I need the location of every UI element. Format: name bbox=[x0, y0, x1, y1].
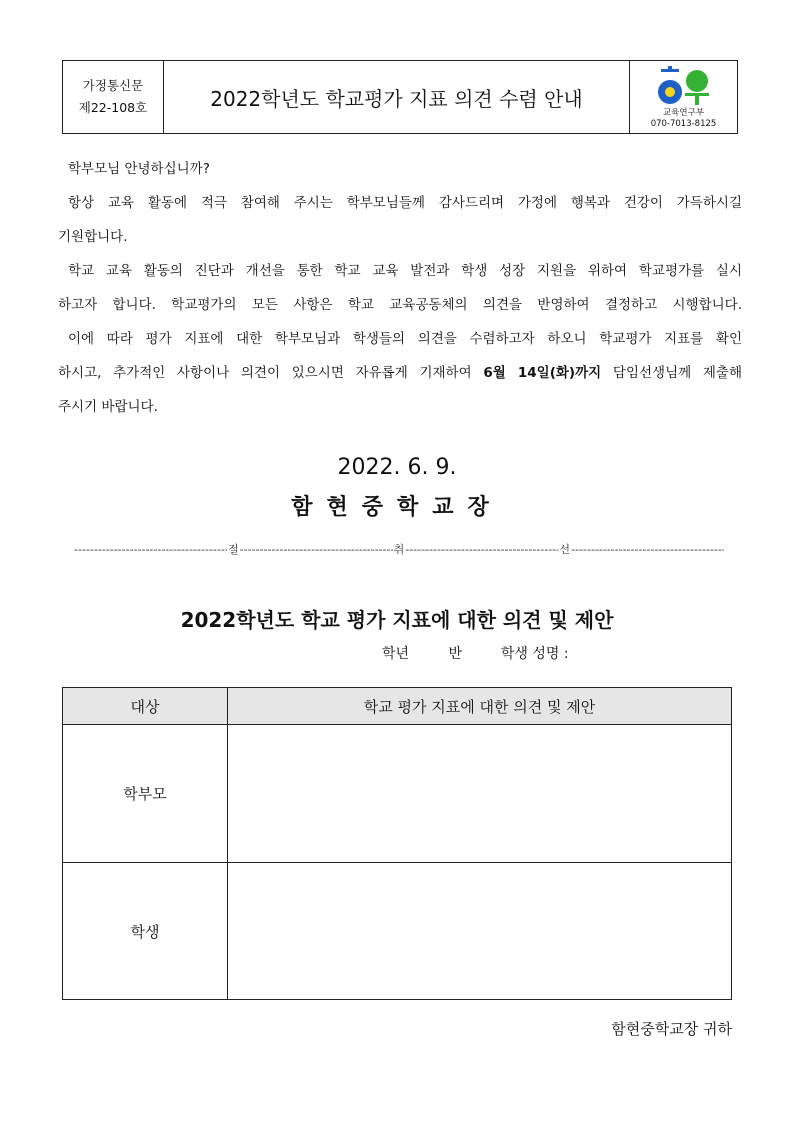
class-label: 반 bbox=[448, 646, 462, 662]
cut-word-2: 취 bbox=[393, 543, 405, 556]
grade-field[interactable] bbox=[382, 643, 444, 663]
recipient: 함현중학교장 귀하 bbox=[611, 1020, 732, 1038]
student-name-label: 학생 성명 : bbox=[500, 646, 569, 662]
department-logo-cell bbox=[630, 61, 737, 133]
department-logo-icon bbox=[655, 66, 713, 106]
newsletter-title: 2022학년도 학교평가 지표 의견 수렴 안내 bbox=[164, 61, 630, 133]
header-opinion: 학교 평가 지표에 대한 의견 및 제안 bbox=[363, 697, 596, 716]
target-parent: 학부모 bbox=[63, 725, 228, 862]
paragraph-1-line-1: 항상 교육 활동에 적극 참여해 주시는 학부모님들께 감사드리며 가정에 행복과 건강이 가득하시길 bbox=[68, 195, 742, 211]
greeting: 학부모님 안녕하십니까? bbox=[68, 161, 210, 177]
paragraph-3-line-2-pre: 하시고, 추가적인 사항이나 의견이 있으시면 자유롭게 기재하여 bbox=[58, 365, 472, 381]
letter-body bbox=[58, 152, 742, 424]
department-phone: 070-7013-8125 bbox=[650, 119, 717, 129]
student-opinion-input[interactable] bbox=[228, 863, 731, 999]
student-info-line bbox=[382, 643, 569, 663]
doc-number: 제22-108호 bbox=[78, 100, 148, 115]
cut-dash-3 bbox=[405, 543, 558, 556]
table-row-parent bbox=[63, 725, 731, 863]
paragraph-3-line-2-post: 담임선생님께 제출해 bbox=[612, 365, 742, 381]
header-target: 대상 bbox=[63, 688, 228, 724]
paragraph-2-line-2: 하고자 합니다. 학교평가의 모든 사항은 학교 교육공동체의 의견을 반영하여 결정하고 시행합니다. bbox=[58, 297, 742, 313]
cut-dash-4 bbox=[571, 543, 724, 556]
paragraph-3-line-2 bbox=[58, 356, 742, 390]
parent-opinion-input[interactable] bbox=[228, 725, 731, 862]
paragraph-1-line-2: 기원합니다. bbox=[58, 229, 128, 245]
cut-word-1: 절 bbox=[228, 543, 239, 556]
paragraph-3-line-1: 이에 따라 평가 지표에 대한 학부모님과 학생들의 의견을 수렴하고자 하오니 학교평가 지표를 확인 bbox=[68, 331, 742, 347]
issue-date: 2022. 6. 9. bbox=[337, 455, 457, 480]
cut-dash-1 bbox=[74, 543, 227, 556]
grade-label: 학년 bbox=[382, 646, 410, 662]
deadline-text: 6월 14일(화)까지 bbox=[483, 365, 602, 381]
cut-dash-2 bbox=[240, 543, 393, 556]
student-name-field[interactable] bbox=[501, 643, 569, 663]
table-header-row bbox=[63, 688, 731, 725]
target-student: 학생 bbox=[63, 863, 228, 999]
opinion-table bbox=[62, 687, 732, 1000]
class-field[interactable] bbox=[448, 643, 496, 663]
cut-word-3: 선 bbox=[559, 543, 570, 556]
table-row-student bbox=[63, 863, 731, 999]
paragraph-3-line-3: 주시기 바랍니다. bbox=[58, 399, 158, 415]
cut-line bbox=[74, 541, 724, 557]
signer-name: 함현중학교장 bbox=[291, 495, 503, 520]
form-title: 2022학년도 학교 평가 지표에 대한 의견 및 제안 bbox=[180, 608, 614, 632]
paragraph-2-line-1: 학교 교육 활동의 진단과 개선을 통한 학교 교육 발전과 학생 성장 지원을 위하여 학교평가를 실시 bbox=[68, 263, 742, 279]
newsletter-header bbox=[62, 60, 738, 134]
doc-type: 가정통신문 bbox=[82, 78, 144, 93]
newsletter-number-cell bbox=[63, 61, 164, 133]
department-name: 교육연구부 bbox=[662, 108, 705, 118]
